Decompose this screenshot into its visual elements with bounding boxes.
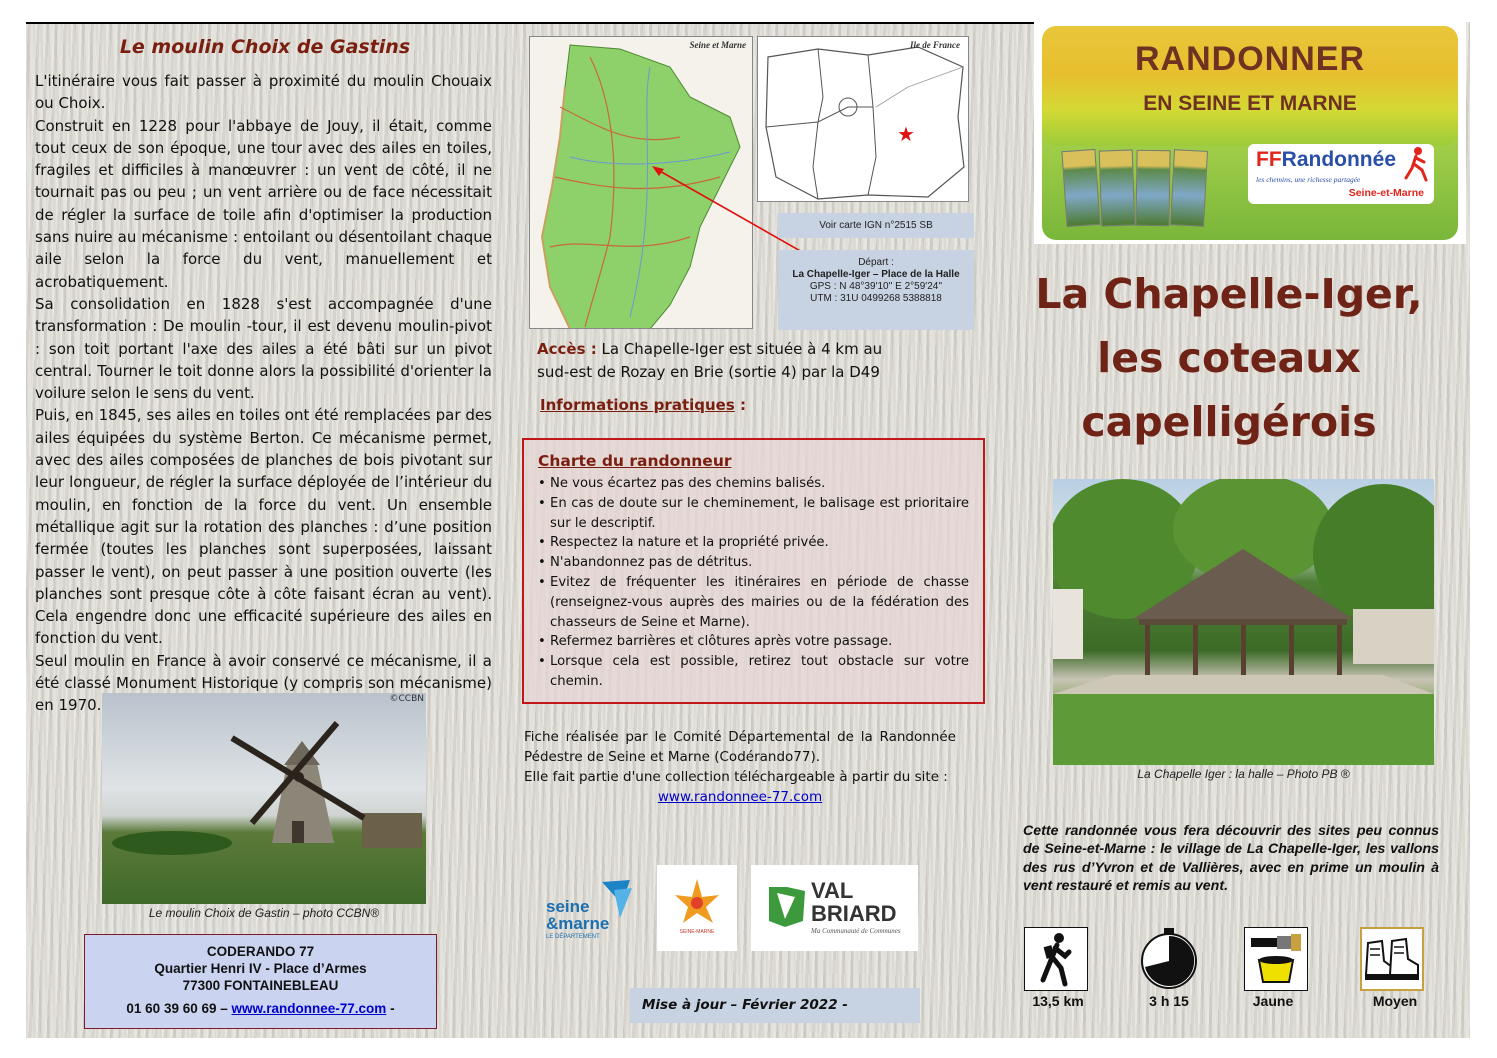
- svg-text:★: ★: [897, 122, 915, 146]
- hiker-charter-list: [538, 474, 969, 692]
- distance-value: 13,5 km: [1032, 993, 1084, 1009]
- departmental-logo-label: SEINE-MARNE: [679, 929, 715, 935]
- banner-title: RANDONNER: [1135, 40, 1365, 78]
- title-line-1: La Chapelle-Iger,: [1035, 270, 1423, 318]
- hiking-boots-icon: [1362, 929, 1422, 989]
- brochure-thumbnail: [1135, 150, 1170, 227]
- access-line-1: La Chapelle-Iger est située à 4 km au: [601, 340, 883, 358]
- title-line-3: capelligérois: [1081, 398, 1377, 446]
- list-item: • Ne vous écartez pas des chemins balisés.: [538, 474, 969, 494]
- contact-address-2: 77300 FONTAINEBLEAU: [182, 978, 339, 993]
- contact-address-1: Quartier Henri IV - Place d’Armes: [154, 961, 367, 976]
- update-date: Mise à jour – Février 2022 -: [630, 988, 920, 1023]
- ffr-name: Randonnée: [1281, 148, 1396, 171]
- seine-et-marne-logo: [540, 868, 640, 950]
- brochure-thumbnail: [1099, 149, 1136, 226]
- practical-info-heading: [540, 396, 746, 414]
- top-rule: [26, 22, 1034, 24]
- departmental-logo: [657, 865, 737, 951]
- contact-box: [84, 934, 437, 1029]
- practical-info-colon: :: [740, 396, 747, 414]
- contact-name: CODERANDO 77: [206, 944, 315, 959]
- credits-line-2: Elle fait partie d'une collection téléchargeable à partir du site :: [524, 769, 948, 785]
- duration-value: 3 h 15: [1149, 993, 1189, 1009]
- credits-line-1: Fiche réalisée par le Comité Départemental de la Randonnée Pédestre de Seine et Marne (Codérando77).: [524, 729, 956, 765]
- market-hall-caption: La Chapelle Iger : la halle – Photo PB ®: [1137, 767, 1350, 781]
- val-briard-word-2: BRIARD: [811, 901, 897, 926]
- access-info: [537, 338, 917, 384]
- level-pictogram: [1360, 927, 1424, 991]
- departure-place: La Chapelle-Iger – Place de la Halle: [792, 269, 960, 280]
- title-line-2: les coteaux: [1097, 334, 1361, 382]
- hike-description: Cette randonnée vous fera découvrir des sites peu connus de Seine-et-Marne : le village de La Chapelle-Iger, les vallons des rus d’Yvron et de Vallières, avec en prime un moulin à vent restauré et remis au vent.: [1023, 823, 1439, 894]
- photo-credit: ©CCBN: [389, 694, 424, 704]
- val-briard-word-1: VAL: [811, 878, 854, 903]
- idf-map-label: Ile de France: [910, 40, 960, 50]
- seine-logo-word-1: seine: [546, 897, 590, 916]
- hiker-pictogram: [1024, 927, 1088, 991]
- marking-value: Jaune: [1252, 993, 1294, 1009]
- contact-phone-line: [85, 1000, 436, 1017]
- contact-trail: -: [390, 1001, 395, 1016]
- list-item: • Respectez la nature et la propriété privée.: [538, 533, 969, 553]
- banner-subtitle: EN SEINE ET MARNE: [1143, 92, 1357, 115]
- mill-paragraph: Puis, en 1845, ses ailes en toiles ont été remplacées par des ailes équipées du système Berton. Ce mécanisme permet, avec des ailes composées de planches de bois pivotant sur leur longueur, de régler la surface déployée de l’intérieur du moulin, en fonction de la force du vent. Un ensemble métallique agit sur la rotation des planches : d’une position fermée (toutes les planches sont superposées, laissant passer le vent), on peut passer à une position ouverte (les planches sont presque côte à côte faisant écran au vent). Cela engendre donc une efficacité supérieure des ailes en fonction du vent.: [35, 406, 492, 648]
- list-item: • Evitez de fréquenter les itinéraires en période de chasse (renseignez-vous auprès des mairies ou de la fédération des chasseurs de Seine et Marne).: [538, 573, 969, 632]
- paint-brush-icon: [1245, 928, 1306, 989]
- departure-label: Départ :: [858, 257, 894, 268]
- list-item: • En cas de doute sur le cheminement, le balisage est prioritaire sur le descriptif.: [538, 494, 969, 534]
- contact-phone: 01 60 39 60 69 –: [126, 1001, 228, 1016]
- contact-website-link[interactable]: www.randonnee-77.com: [231, 1001, 387, 1016]
- seine-logo-subtitle: LE DÉPARTEMENT: [546, 934, 600, 940]
- access-line-2: sud-est de Rozay en Brie (sortie 4) par la D49: [537, 363, 880, 381]
- windmill-illustration: [102, 693, 426, 904]
- access-label: Accès :: [537, 340, 597, 358]
- market-hall-illustration: [1053, 479, 1434, 765]
- mill-paragraph: Seul moulin en France à avoir conservé ce mécanisme, il a été classé Monument Historique (y compris son mécanisme) en 1970.: [35, 651, 492, 715]
- hiker-red-icon: [1402, 146, 1430, 182]
- ffr-department: Seine-et-Marne: [1348, 187, 1424, 199]
- list-item: • Lorsque cela est possible, retirez tout obstacle sur votre chemin.: [538, 652, 969, 692]
- page-title: [1024, 262, 1434, 454]
- practical-info-label: Informations pratiques: [540, 396, 735, 414]
- star-logo-icon: [657, 865, 737, 951]
- mill-section-title: Le moulin Choix de Gastins: [119, 36, 411, 58]
- hiker-charter-title: Charte du randonneur: [538, 452, 732, 470]
- val-briard-logo: [751, 865, 918, 951]
- ffrandonnee-wordmark: [1256, 148, 1396, 172]
- duration-pictogram: [1137, 927, 1201, 991]
- seine-map-label: Seine et Marne: [689, 40, 746, 50]
- randonner-banner: [1034, 22, 1466, 244]
- mill-text: [35, 70, 492, 717]
- hiker-charter-box: [522, 438, 985, 704]
- list-item: • N'abandonnez pas de détritus.: [538, 553, 969, 573]
- list-item: • Refermez barrières et clôtures après votre passage.: [538, 632, 969, 652]
- credits-text: [524, 727, 956, 807]
- departure-box: [778, 250, 974, 330]
- departure-gps: GPS : N 48°39'10'' E 2°59'24'': [809, 281, 943, 292]
- mill-paragraph: Sa consolidation en 1828 s'est accompagnée d'une transformation : De moulin -tour, il est devenu moulin-pivot : son toit portant l'axe des ailes a été bâti sur un pivot central. Tourner le toit donne alors la possibilité d'orienter la voilure selon le sens du vent.: [35, 294, 492, 403]
- mill-paragraph: L'itinéraire vous fait passer à proximité du moulin Chouaix ou Choix.: [35, 72, 492, 113]
- val-briard-logo-icon: [765, 881, 809, 931]
- windmill-caption: Le moulin Choix de Gastin – photo CCBN®: [148, 906, 380, 920]
- hiker-icon: [1025, 928, 1086, 989]
- ign-map-reference: Voir carte IGN n°2515 SB: [778, 213, 974, 238]
- windmill-photo: [102, 693, 426, 904]
- departure-utm: UTM : 31U 0499268 5388818: [810, 293, 942, 304]
- collection-website-link[interactable]: www.randonnee-77.com: [657, 789, 823, 805]
- seine-logo-word-2: &marne: [546, 914, 610, 933]
- ffr-tagline: les chemins, une richesse partagée: [1256, 175, 1361, 184]
- ffrandonnee-logo: [1248, 144, 1434, 204]
- mill-paragraph: Construit en 1228 pour l'abbaye de Jouy, il était, comme tout ceux de son époque, une tour avec des ailes en toiles, fragiles et difficiles à manœuvrer : un vent de côté, il ne tournait pas ou peu ; un vent arrière ou de face nécessitait de régler la surface de toile afin d'optimiser la production sans nuire au mécanisme : entoilant ou désentoilant chaque aile selon la force du vent, manuellement et acrobatiquement.: [35, 116, 492, 291]
- ffr-ff: FF: [1256, 148, 1282, 171]
- val-briard-subtitle: Ma Communauté de Communes: [811, 927, 901, 935]
- market-hall-photo: [1053, 479, 1434, 765]
- brochure-thumbnail: [1170, 149, 1208, 227]
- stopwatch-icon: [1137, 927, 1201, 991]
- level-value: Moyen: [1372, 993, 1418, 1009]
- marking-pictogram: [1244, 927, 1308, 991]
- brochure-thumbnail: [1061, 149, 1100, 227]
